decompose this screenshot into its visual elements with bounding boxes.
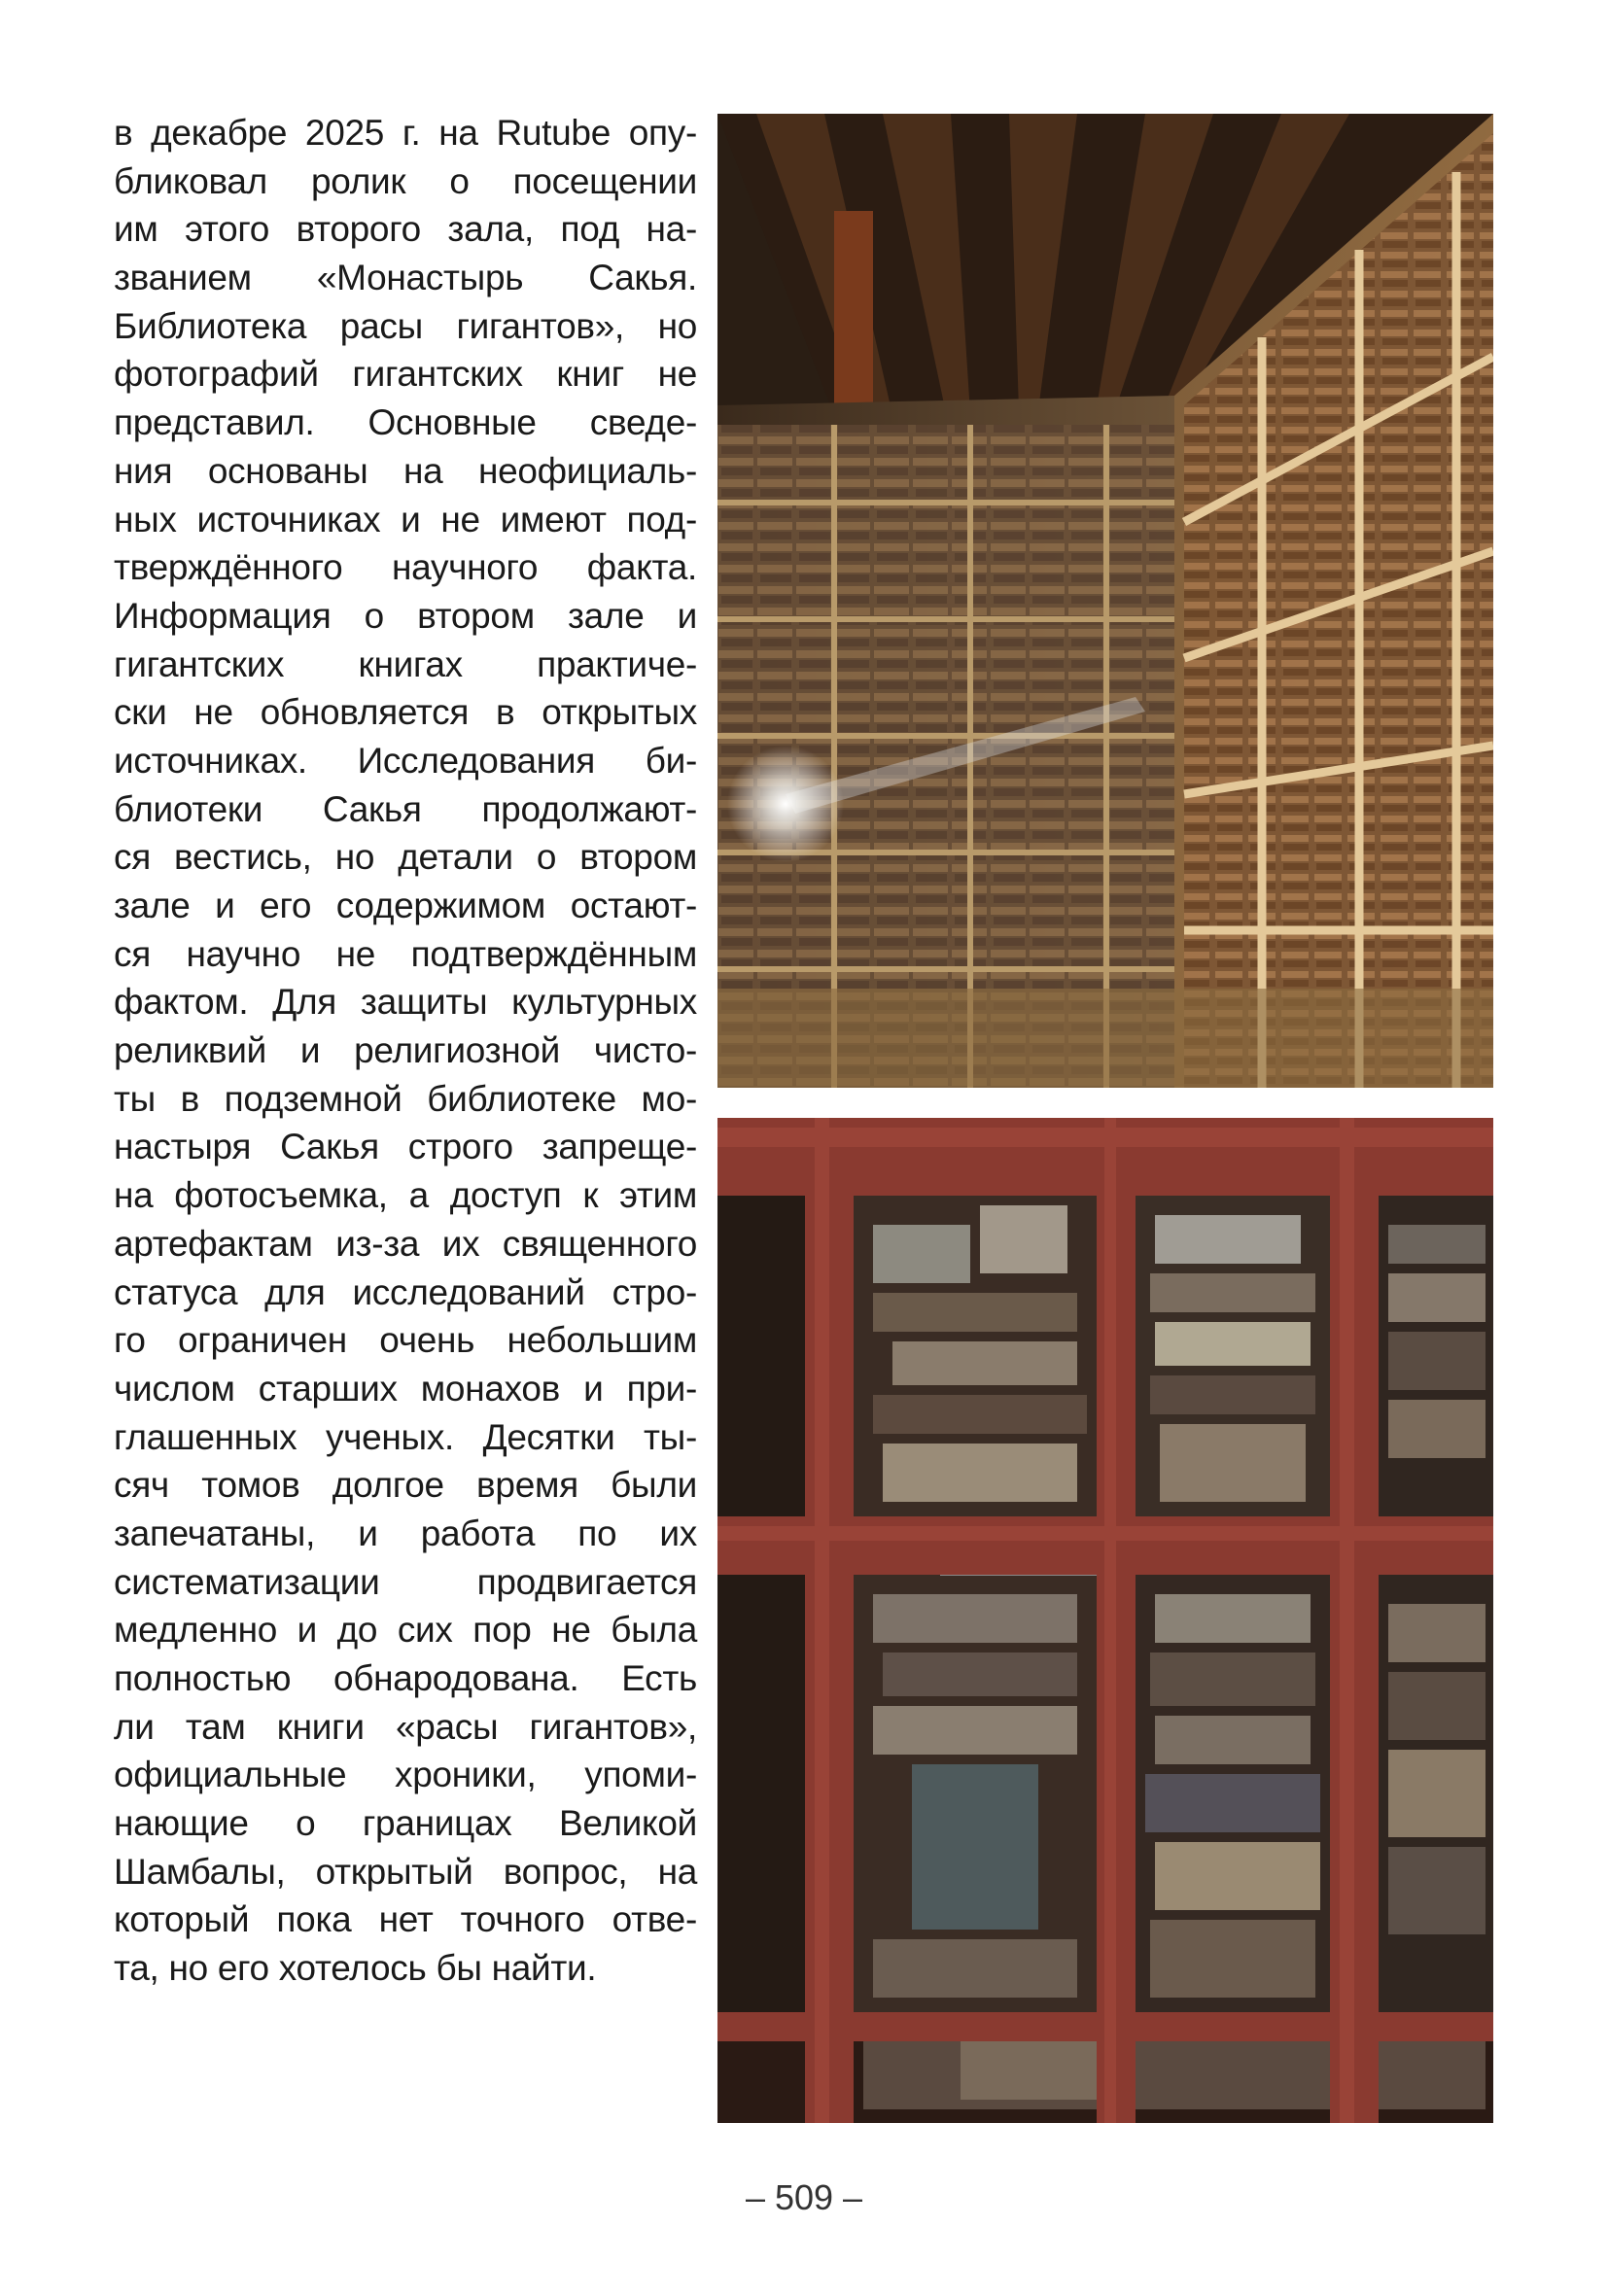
text-line: им этого второго зала, под на- (114, 209, 697, 250)
text-line: Шамбалы, открытый вопрос, на (114, 1851, 697, 1892)
book-shelves-photo (717, 1118, 1493, 2123)
text-line: официальные хроники, упоми- (114, 1755, 697, 1795)
main-text-column (114, 109, 697, 1993)
text-line: реликвий и религиозной чисто- (114, 1030, 697, 1071)
book-shelves-illustration (717, 1118, 1493, 2123)
text-line: Библиотека расы гигантов», но (114, 305, 697, 346)
text-line: запечатаны, и работа по их (114, 1513, 697, 1553)
text-line: го ограничен очень небольшим (114, 1320, 697, 1361)
text-line: статуса для исследований стро- (114, 1271, 697, 1312)
text-line: представил. Основные сведе- (114, 402, 697, 443)
text-line: бликовал ролик о посещении (114, 160, 697, 201)
text-line: полностью обнародована. Есть (114, 1658, 697, 1698)
text-line: в декабре 2025 г. на Rutube опу- (114, 113, 697, 153)
text-line: блиотеки Сакья продолжают- (114, 788, 697, 829)
text-line: ных источниках и не имеют под- (114, 499, 697, 539)
text-line: ния основаны на неофициаль- (114, 450, 697, 491)
text-line: числом старших монахов и при- (114, 1368, 697, 1409)
text-line: ся вестись, но детали о втором (114, 837, 697, 878)
text-line: ты в подземной библиотеке мо- (114, 1078, 697, 1119)
text-line: который пока нет точного отве- (114, 1899, 697, 1940)
library-hall-illustration (717, 114, 1493, 1088)
text-line: Информация о втором зале и (114, 595, 697, 636)
text-line: гигантских книгах практиче- (114, 644, 697, 684)
text-line: ски не обновляется в открытых (114, 692, 697, 733)
text-line: зале и его содержимом остают- (114, 886, 697, 925)
text-line: нающие о границах Великой (114, 1803, 697, 1844)
text-line: фотографий гигантских книг не (114, 354, 697, 395)
text-line: на фотосъемка, а доступ к этим (114, 1175, 697, 1216)
text-line: фактом. Для защиты культурных (114, 982, 697, 1023)
text-line: источниках. Исследования би- (114, 740, 697, 781)
text-line: настыря Сакья строго запреще- (114, 1127, 697, 1167)
page-number: – 509 – (745, 2177, 863, 2217)
text-line: глашенных ученых. Десятки ты- (114, 1416, 697, 1457)
text-line: артефактам из-за их священного (114, 1223, 697, 1264)
text-line: систематизации продвигается (114, 1561, 697, 1602)
text-line: ся научно не подтверждённым (114, 933, 697, 974)
text-line: медленно и до сих пор не была (114, 1610, 697, 1651)
text-line: сяч томов долгое время были (114, 1465, 697, 1506)
text-line: званием «Монастырь Сакья. (114, 258, 697, 298)
text-line: тверждённого научного факта. (114, 547, 697, 588)
text-line: ли там книги «расы гигантов», (114, 1706, 697, 1747)
library-hall-photo (717, 114, 1493, 1088)
text-line: та, но его хотелось бы найти. (114, 1948, 597, 1989)
